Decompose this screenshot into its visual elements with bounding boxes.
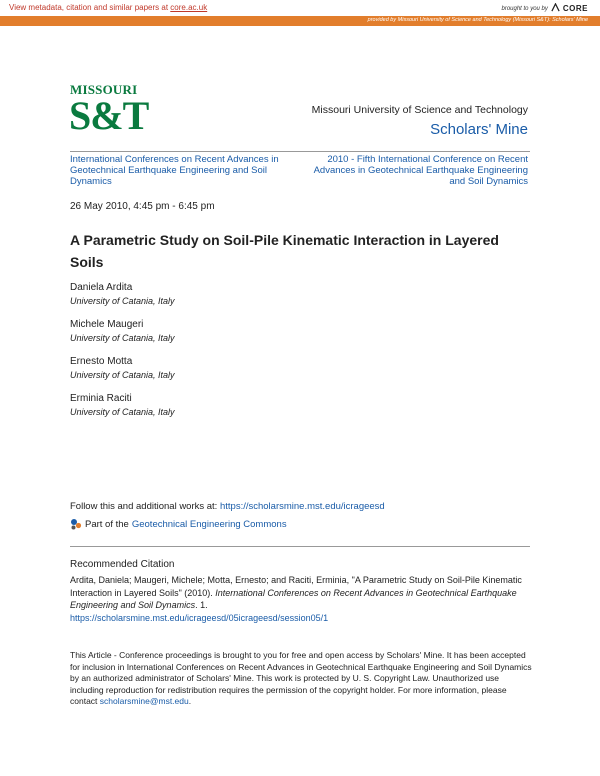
recommended-citation [70,574,530,624]
notice-tail: . [188,696,192,706]
citation-series: International Conferences on Recent Advances in Geotechnical Earthquake Engineering and Soil Dynamics [70,587,517,610]
part-of-line [70,518,287,530]
author-affiliation: University of Catania, Italy [70,296,175,306]
author-affiliation: University of Catania, Italy [70,407,175,417]
contact-email-link[interactable]: scholarsmine@mst.edu [99,696,189,706]
author-name: Erminia Raciti [70,393,132,404]
author-name: Daniela Ardita [70,282,133,293]
follow-line [70,501,385,512]
author-item [70,319,370,343]
part-of-label: Part of the [85,518,129,530]
author-affiliation: University of Catania, Italy [70,333,175,343]
core-metadata-text [9,3,207,12]
notice-text: This Article - Conference proceedings is brought to you for free and open access by Scholars' Mine. It has been accepted for inclusion in International Conferences on Recent Advances in Geotechnical Earthquake Engineering and Soil Dynamics by an authorized administrator of Scholars' Mine. This work is protected by U. S. Copyright Law. Unauthorized use including reproduction for redistribution requires the permission of the copyright holder. For more information, please contact [70,650,532,706]
author-item [70,393,370,417]
core-metadata-label: View metadata, citation and similar papers at [9,3,171,12]
citation-tail: . 1. [195,600,208,610]
network-icon [70,518,82,530]
author-name: Ernesto Motta [70,356,133,367]
citation-text: Ardita, Daniela; Maugeri, Michele; Motta, Ernesto; and Raciti, Erminia, "A Parametric Study on Soil-Pile Kinematic Interaction in Layered Soils" (2010). [70,575,522,598]
commons-link[interactable]: Geotechnical Engineering Commons [131,518,287,530]
paper-title: A Parametric Study on Soil-Pile Kinematic Interaction in Layered Soils [70,232,499,270]
collection-link-parent[interactable]: International Conferences on Recent Advances in Geotechnical Earthquake Engineering and Soil Dynamics [70,154,279,187]
institution-name: Missouri University of Science and Technology [311,104,528,116]
core-logo-icon [551,3,560,14]
core-provider-bar [0,16,600,26]
event-date: 26 May 2010, 4:45 pm - 6:45 pm [70,201,215,212]
divider [70,546,530,547]
core-provider-text: provided by Missouri University of Science and Technology (Missouri S&T): Scholars' Mine [367,17,588,23]
divider [70,151,530,152]
access-notice [70,650,532,708]
repository-link[interactable]: Scholars' Mine [430,121,528,138]
author-item [70,356,370,380]
follow-link[interactable]: https://scholarsmine.mst.edu/icrageesd [219,501,385,512]
core-link[interactable]: core.ac.uk [170,3,208,12]
logo-st: S&T [69,93,149,138]
author-affiliation: University of Catania, Italy [70,370,175,380]
core-brought-label: brought to you by [501,5,548,12]
collection-link-event[interactable]: 2010 - Fifth International Conference on Recent Advances in Geotechnical Earthquake Engineering and Soil Dynamics [313,154,528,187]
author-item [70,282,370,306]
recommended-citation-heading: Recommended Citation [70,559,175,570]
citation-link[interactable]: https://scholarsmine.mst.edu/icrageesd/05icrageesd/session05/1 [70,612,329,623]
follow-label: Follow this and additional works at: [70,501,220,512]
logo-missouri: MISSOURI [70,82,138,97]
author-name: Michele Maugeri [70,319,144,330]
core-brought-by [502,3,589,14]
core-logo[interactable]: CORE [562,4,588,13]
